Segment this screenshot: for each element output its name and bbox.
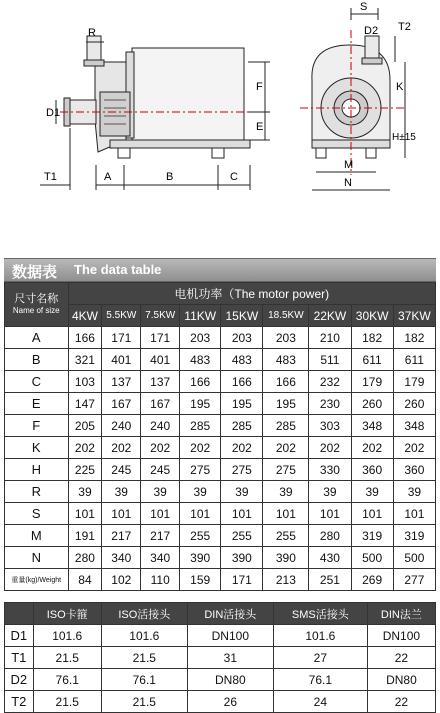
table-row: [5, 625, 436, 647]
dim-n-label: N: [344, 177, 352, 189]
row-label: D1: [5, 625, 34, 647]
table-cell: 21.5: [101, 691, 187, 713]
dim-d1-label: D1: [46, 107, 61, 119]
table-cell: 182: [393, 327, 435, 349]
table-cell: 195: [180, 393, 221, 415]
table-cell: 611: [393, 349, 435, 371]
table-cell: 171: [102, 327, 141, 349]
table-cell: 213: [263, 569, 309, 591]
table-cell: 240: [141, 415, 180, 437]
dim-s-label: S: [360, 1, 368, 13]
table-cell: 195: [263, 393, 309, 415]
table-cell: 103: [68, 371, 102, 393]
table-cell: 285: [263, 415, 309, 437]
table-cell: 31: [187, 647, 273, 669]
table-row: [5, 481, 436, 503]
table-row: [5, 459, 436, 481]
table-row: [5, 371, 436, 393]
table-cell: 319: [393, 525, 435, 547]
row-label: T1: [5, 647, 34, 669]
table-cell: 230: [309, 393, 351, 415]
table-cell: DN100: [187, 625, 273, 647]
table-cell: 101: [393, 503, 435, 525]
dim-r-label: R: [88, 27, 96, 39]
table-cell: 101: [68, 503, 102, 525]
dim-t2-label: T2: [398, 21, 411, 33]
table-cell: 285: [221, 415, 263, 437]
table-cell: 483: [180, 349, 221, 371]
table-cell: 166: [221, 371, 263, 393]
table-row: [5, 503, 436, 525]
row-label: T2: [5, 691, 34, 713]
table-cell: 21.5: [33, 691, 101, 713]
table-cell: 137: [102, 371, 141, 393]
motor-power-header: 电机功率（The motor power): [68, 283, 435, 305]
row-label: D2: [5, 669, 34, 691]
table-cell: 232: [309, 371, 351, 393]
row-label: R: [5, 481, 69, 503]
banner-title-en: The data table: [74, 262, 162, 277]
row-label: E: [5, 393, 69, 415]
table-cell: 182: [351, 327, 393, 349]
dim-c-label: C: [230, 171, 238, 183]
row-label: C: [5, 371, 69, 393]
table-cell: 202: [309, 437, 351, 459]
table-cell: 101: [309, 503, 351, 525]
table-cell: 101: [102, 503, 141, 525]
power-header-cell: 11KW: [180, 305, 221, 327]
table-cell: 137: [141, 371, 180, 393]
table-cell: 285: [180, 415, 221, 437]
table-cell: 101.6: [33, 625, 101, 647]
table-cell: 39: [141, 481, 180, 503]
table-cell: 217: [141, 525, 180, 547]
power-row: [5, 305, 436, 327]
row-label: F: [5, 415, 69, 437]
table-cell: 255: [180, 525, 221, 547]
dim-d2-label: D2: [364, 25, 379, 37]
table-cell: 348: [393, 415, 435, 437]
table-cell: 390: [180, 547, 221, 569]
table-cell: 76.1: [273, 669, 367, 691]
table-cell: DN80: [187, 669, 273, 691]
table-cell: 483: [263, 349, 309, 371]
table-row: [5, 327, 436, 349]
table-cell: 101: [141, 503, 180, 525]
table-cell: DN100: [367, 625, 435, 647]
table-cell: 225: [68, 459, 102, 481]
table-cell: 102: [102, 569, 141, 591]
table-cell: 39: [309, 481, 351, 503]
table-row: [5, 669, 436, 691]
table-row: [5, 437, 436, 459]
table-cell: 360: [393, 459, 435, 481]
dim-f-label: F: [256, 81, 263, 93]
table-cell: 360: [351, 459, 393, 481]
table-cell: 26: [187, 691, 273, 713]
table-cell: 251: [309, 569, 351, 591]
table-cell: 275: [221, 459, 263, 481]
power-header-cell: 15KW: [221, 305, 263, 327]
banner-title-zh: 数据表: [12, 264, 58, 281]
table-cell: 275: [180, 459, 221, 481]
dim-h-label: H±15: [392, 132, 416, 143]
table-cell: 39: [263, 481, 309, 503]
table-cell: 330: [309, 459, 351, 481]
table-row: [5, 569, 436, 591]
table-cell: 500: [393, 547, 435, 569]
table-cell: 179: [351, 371, 393, 393]
table-cell: 203: [221, 327, 263, 349]
table-cell: 21.5: [101, 647, 187, 669]
row-label: K: [5, 437, 69, 459]
dim-k-label: K: [396, 81, 404, 93]
row-label: B: [5, 349, 69, 371]
table-cell: 101: [351, 503, 393, 525]
connector-column-header: ISO活接头: [101, 603, 187, 625]
table-cell: 340: [102, 547, 141, 569]
table-cell: 84: [68, 569, 102, 591]
connector-column-header: DIN活接头: [187, 603, 273, 625]
table-cell: 202: [180, 437, 221, 459]
table-cell: 483: [221, 349, 263, 371]
table-cell: 101: [221, 503, 263, 525]
table-row: [5, 691, 436, 713]
table-cell: 22: [367, 691, 435, 713]
table-row: [5, 547, 436, 569]
dim-a-label: A: [104, 171, 112, 183]
table-cell: 202: [393, 437, 435, 459]
table-cell: 240: [102, 415, 141, 437]
table-cell: 348: [351, 415, 393, 437]
table-cell: 202: [68, 437, 102, 459]
table-cell: 147: [68, 393, 102, 415]
connector-column-header: DIN法兰: [367, 603, 435, 625]
table-cell: 255: [263, 525, 309, 547]
row-label: H: [5, 459, 69, 481]
table-cell: 217: [102, 525, 141, 547]
table-cell: 167: [102, 393, 141, 415]
table-cell: 202: [263, 437, 309, 459]
table-cell: 101: [263, 503, 309, 525]
dim-b-label: B: [166, 171, 174, 183]
table-cell: 611: [351, 349, 393, 371]
table-cell: 76.1: [33, 669, 101, 691]
table-cell: 22: [367, 647, 435, 669]
pump-dimension-drawing: [0, 0, 440, 205]
table-cell: 319: [351, 525, 393, 547]
table-cell: 27: [273, 647, 367, 669]
table-cell: 39: [221, 481, 263, 503]
table-cell: 280: [68, 547, 102, 569]
table-cell: 203: [263, 327, 309, 349]
size-name-header: 尺寸名称 Name of size: [5, 283, 69, 327]
row-label: M: [5, 525, 69, 547]
power-header-cell: 30KW: [351, 305, 393, 327]
table-cell: 202: [102, 437, 141, 459]
table-cell: 171: [221, 569, 263, 591]
dim-e-label: E: [256, 121, 264, 133]
table-cell: 245: [102, 459, 141, 481]
table-cell: 401: [102, 349, 141, 371]
power-header-cell: 18.5KW: [263, 305, 309, 327]
table-cell: 275: [263, 459, 309, 481]
table-cell: 321: [68, 349, 102, 371]
table-row: [5, 647, 436, 669]
connector-corner: [5, 603, 34, 625]
table-cell: 166: [180, 371, 221, 393]
table-cell: 203: [180, 327, 221, 349]
table-cell: 39: [68, 481, 102, 503]
table-cell: 39: [180, 481, 221, 503]
table-cell: 401: [141, 349, 180, 371]
table-cell: 430: [309, 547, 351, 569]
connector-table: [4, 602, 436, 713]
table-cell: 179: [393, 371, 435, 393]
table-cell: 269: [351, 569, 393, 591]
table-cell: 24: [273, 691, 367, 713]
power-header-cell: 37KW: [393, 305, 435, 327]
data-table: [4, 282, 436, 591]
table-cell: 191: [68, 525, 102, 547]
table-cell: 101.6: [101, 625, 187, 647]
connector-column-header: ISO卡箍: [33, 603, 101, 625]
table-cell: 76.1: [101, 669, 187, 691]
table-cell: 260: [393, 393, 435, 415]
table-cell: 280: [309, 525, 351, 547]
table-cell: 511: [309, 349, 351, 371]
power-header-cell: 5.5KW: [102, 305, 141, 327]
row-label: N: [5, 547, 69, 569]
table-cell: 245: [141, 459, 180, 481]
table-cell: 390: [263, 547, 309, 569]
table-cell: 166: [263, 371, 309, 393]
table-cell: 205: [68, 415, 102, 437]
table-row: [5, 525, 436, 547]
dim-m-label: M: [344, 159, 354, 171]
table-cell: 110: [141, 569, 180, 591]
table-cell: 195: [221, 393, 263, 415]
table-cell: 39: [393, 481, 435, 503]
data-table-banner: [4, 258, 436, 282]
row-label: S: [5, 503, 69, 525]
row-label: 重量(kg)/Weight: [5, 569, 69, 591]
table-cell: 277: [393, 569, 435, 591]
table-cell: 101.6: [273, 625, 367, 647]
table-cell: 255: [221, 525, 263, 547]
table-cell: 39: [102, 481, 141, 503]
table-cell: 340: [141, 547, 180, 569]
table-row: [5, 349, 436, 371]
table-cell: 101: [180, 503, 221, 525]
table-cell: 202: [351, 437, 393, 459]
table-row: [5, 393, 436, 415]
table-cell: 202: [221, 437, 263, 459]
table-row: [5, 415, 436, 437]
table-cell: 500: [351, 547, 393, 569]
power-header-cell: 4KW: [68, 305, 102, 327]
dim-t1-label: T1: [44, 171, 57, 183]
table-cell: 210: [309, 327, 351, 349]
connector-column-header: SMS活接头: [273, 603, 367, 625]
table-cell: 171: [141, 327, 180, 349]
row-label: A: [5, 327, 69, 349]
table-cell: 159: [180, 569, 221, 591]
table-cell: 21.5: [33, 647, 101, 669]
table-cell: 167: [141, 393, 180, 415]
table-cell: DN80: [367, 669, 435, 691]
power-header-cell: 22KW: [309, 305, 351, 327]
table-cell: 39: [351, 481, 393, 503]
table-cell: 303: [309, 415, 351, 437]
connector-header-row: [5, 603, 436, 625]
table-cell: 260: [351, 393, 393, 415]
table-cell: 390: [221, 547, 263, 569]
table-cell: 202: [141, 437, 180, 459]
power-header-cell: 7.5KW: [141, 305, 180, 327]
table-cell: 166: [68, 327, 102, 349]
